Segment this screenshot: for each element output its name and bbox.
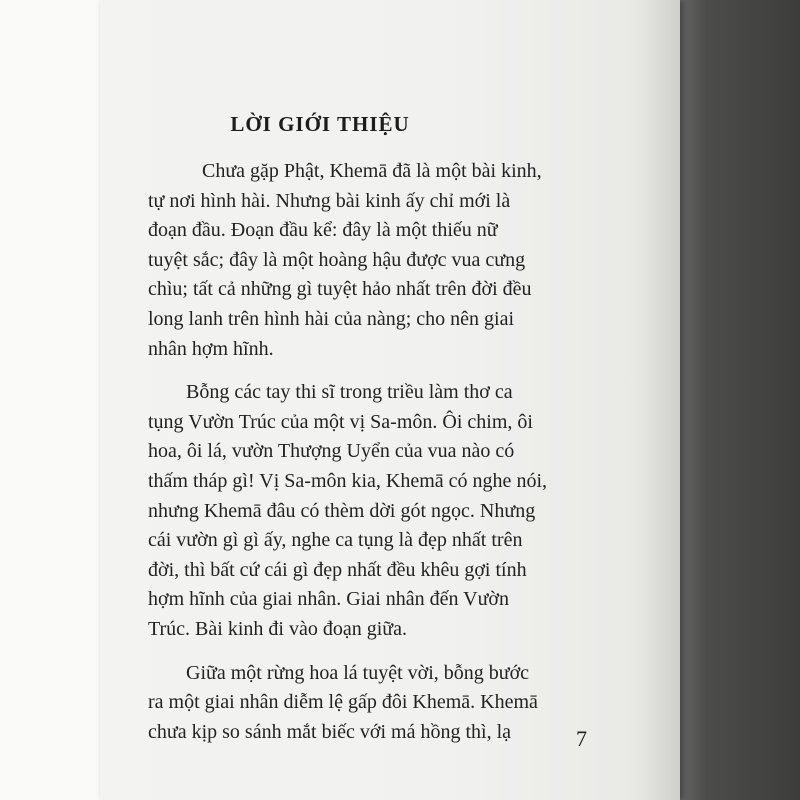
- text-line: chìu; tất cả những gì tuyệt hảo nhất trên đời đều: [148, 278, 532, 301]
- body-text: [148, 157, 574, 747]
- text-line: chưa kịp so sánh mắt biếc với má hồng thì, lạ: [148, 720, 512, 743]
- text-line: cái vườn gì gì ấy, nghe ca tụng là đẹp nhất trên: [148, 529, 523, 552]
- text-line: Trúc. Bài kinh đi vào đoạn giữa.: [148, 617, 407, 640]
- text-line: Chưa gặp Phật, Khemā đã là một bài kinh,: [202, 160, 542, 182]
- background-surface: [0, 0, 100, 800]
- text-line: Giữa một rừng hoa lá tuyệt vời, bỗng bước: [186, 661, 530, 684]
- page-title: LỜI GIỚI THIỆU: [230, 112, 410, 136]
- text-line: tự nơi hình hài. Nhưng bài kinh ấy chỉ mới là: [148, 189, 511, 212]
- text-line: nhân hợm hĩnh.: [148, 337, 274, 360]
- book-edge-shadow: [676, 0, 800, 800]
- text-line: tuyệt sắc; đây là một hoàng hậu được vua cưng: [148, 248, 526, 271]
- text-line: đoạn đầu. Đoạn đầu kể: đây là một thiếu nữ: [148, 219, 498, 242]
- text-line: long lanh trên hình hài của nàng; cho nên giai: [148, 307, 515, 330]
- text-line: thấm tháp gì! Vị Sa-môn kia, Khemā có nghe nói,: [148, 469, 547, 492]
- text-line: hoa, ôi lá, vườn Thượng Uyển của vua nào có: [148, 440, 515, 463]
- text-line: hợm hĩnh của giai nhân. Giai nhân đến Vườn: [148, 588, 509, 611]
- page-number: 7: [576, 726, 587, 751]
- text-line: tụng Vườn Trúc của một vị Sa-môn. Ôi chim, ôi: [148, 410, 533, 433]
- text-line: Bỗng các tay thi sĩ trong triều làm thơ ca: [186, 381, 513, 404]
- text-line: nhưng Khemā đâu có thèm dời gót ngọc. Nhưng: [148, 499, 536, 522]
- text-line: đời, thì bất cứ cái gì đẹp nhất đều khêu gợi tính: [148, 558, 527, 581]
- text-line: ra một giai nhân diễm lệ gấp đôi Khemā. Khemā: [148, 691, 538, 714]
